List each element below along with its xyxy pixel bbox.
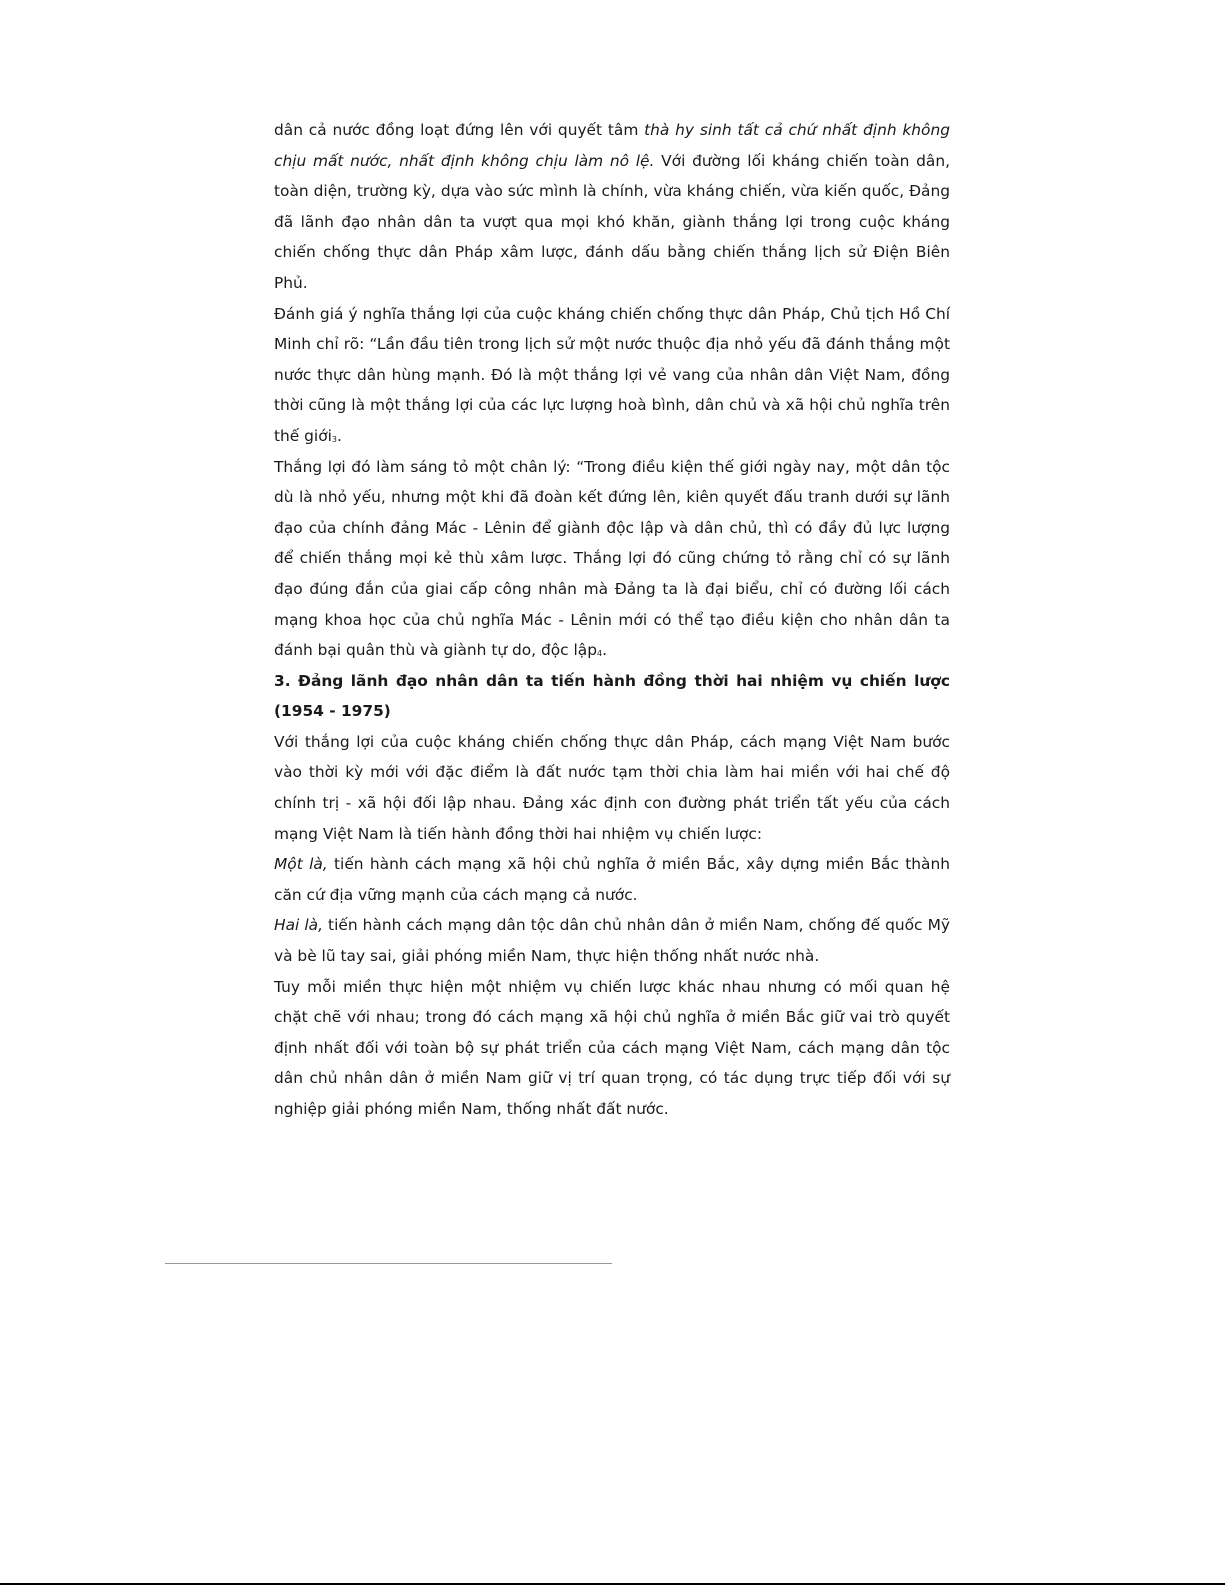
page-body — [274, 115, 950, 1125]
footnote-marker[interactable]: 4 — [597, 649, 603, 659]
paragraph-text: tiến hành cách mạng dân tộc dân chủ nhân dân ở miền Nam, chống đế quốc Mỹ và bè lũ tay sai, giải phóng miền Nam, thực hiện thống nhất nước nhà. — [274, 916, 950, 966]
paragraph-relationship: Tuy mỗi miền thực hiện một nhiệm vụ chiến lược khác nhau nhưng có mối quan hệ chặt chẽ với nhau; trong đó cách mạng xã hội chủ nghĩa ở miền Bắc giữ vai trò quyết định nhất đối với toàn bộ sự phát triển của cách mạng Việt Nam, cách mạng dân tộc dân chủ nhân dân ở miền Nam giữ vị trí quan trọng, có tác dụng trực tiếp đối với sự nghiệp giải phóng miền Nam, thống nhất đất nước. — [274, 977, 950, 1118]
paragraph-italic-quote: thà hy sinh tất cả chứ nhất định không chịu mất nước, nhất định không chịu làm nô lệ. — [274, 121, 950, 170]
paragraph-text: . — [602, 641, 607, 660]
paragraph-text: dân cả nước đồng loạt đứng lên với quyết tâm — [274, 121, 645, 139]
paragraph-victory-significance — [274, 299, 950, 452]
section-heading: 3. Đảng lãnh đạo nhân dân ta tiến hành đồng thời hai nhiệm vụ chiến lược (1954 - 1975) — [274, 671, 950, 721]
paragraph-text: . — [336, 426, 342, 445]
paragraph-text: Với đường lối kháng chiến toàn dân, toàn diện, trường kỳ, dựa vào sức mình là chính, vừa kháng chiến, vừa kiến quốc, Đảng đã lãnh đạo nhân dân ta vượt qua mọi khó khăn, giành thắng lợi trong cuộc kháng chiến chống thực dân Pháp xâm lược, đánh dấu bằng chiến thắng lịch sử Điện Biên Phủ. — [274, 151, 950, 292]
paragraph-new-period: Với thắng lợi của cuộc kháng chiến chống thực dân Pháp, cách mạng Việt Nam bước vào thời kỳ mới với đặc điểm là đất nước tạm thời chia làm hai miền với hai chế độ chính trị - xã hội đối lập nhau. Đảng xác định con đường phát triển tất yếu của cách mạng Việt Nam là tiến hành đồng thời hai nhiệm vụ chiến lược: — [274, 732, 950, 843]
paragraph-task-two — [274, 910, 950, 971]
paragraph-text: Đánh giá ý nghĩa thắng lợi của cuộc kháng chiến chống thực dân Pháp, Chủ tịch Hồ Chí Minh chỉ rõ: “Lần đầu tiên trong lịch sử một nước thuộc địa nhỏ yếu đã đánh thắng một nước thực dân hùng mạnh. Đó là một thắng lợi vẻ vang của nhân dân Việt Nam, đồng thời cũng là một thắng lợi của các lực lượng hoà bình, dân chủ và xã hội chủ nghĩa trên thế giới — [274, 304, 950, 445]
paragraph-truth — [274, 452, 950, 666]
task-label: Một là, — [274, 855, 328, 874]
footnote-separator — [165, 1263, 612, 1264]
task-label: Hai là, — [274, 916, 323, 935]
footnote-marker[interactable]: 3 — [331, 434, 337, 444]
paragraph-resistance-resolve — [274, 115, 950, 299]
paragraph-text: Thắng lợi đó làm sáng tỏ một chân lý: “Trong điều kiện thế giới ngày nay, một dân tộc dù là nhỏ yếu, nhưng một khi đã đoàn kết đứng lên, kiên quyết đấu tranh dưới sự lãnh đạo của chính đảng Mác - Lênin để giành độc lập và dân chủ, thì có đầy đủ lực lượng để chiến thắng mọi kẻ thù xâm lược. Thắng lợi đó cũng chứng tỏ rằng chỉ có sự lãnh đạo đúng đắn của giai cấp công nhân mà Đảng ta là đại biểu, chỉ có đường lối cách mạng khoa học của chủ nghĩa Mác - Lênin mới có thể tạo điều kiện cho nhân dân ta đánh bại quân thù và giành tự do, độc lập — [274, 457, 950, 660]
paragraph-task-one — [274, 849, 950, 910]
paragraph-text: tiến hành cách mạng xã hội chủ nghĩa ở miền Bắc, xây dựng miền Bắc thành căn cứ địa vững mạnh của cách mạng cả nước. — [274, 855, 950, 904]
